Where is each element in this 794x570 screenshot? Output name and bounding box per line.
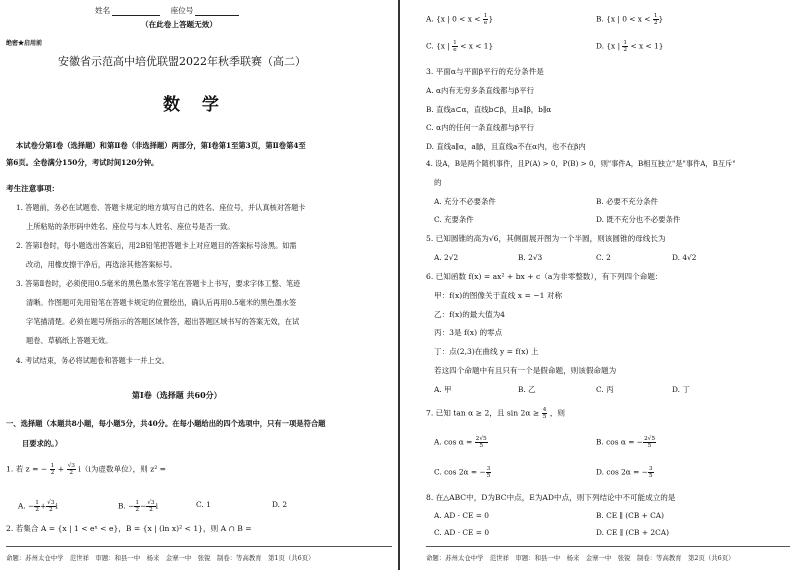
q4-option-d: D. 既不充分也不必要条件 <box>596 215 681 224</box>
confidential-mark: 绝密★启用前 <box>6 40 43 47</box>
q1-option-d: D. 2 <box>272 500 288 509</box>
left-footer: 命题：苏州太仓中学 范世祥 审题：和县一中 杨来 金寨一中 张锐 制卷：等高教育 第1页（共6页） <box>6 554 315 562</box>
q4-option-a: A. 充分不必要条件 <box>434 197 496 206</box>
q8-option-c: C. AD · CE = 0 <box>434 528 490 537</box>
q7-frac: $\frac{4}{5}$ <box>542 407 547 420</box>
q5-option-b: B. 2√3 <box>518 253 543 262</box>
q7-option-a-label: A. cos α = <box>434 437 473 447</box>
q8-option-d: D. CE ∥ (CB + 2CA) <box>596 528 669 537</box>
note-line: 2. 答第Ⅰ卷时，每小题选出答案后，用2B铅笔把答题卡上对应题目的答案标号涂黑。如需 <box>16 241 297 250</box>
q6-option-c: C. 丙 <box>596 385 614 394</box>
left-page <box>0 0 394 570</box>
q4-option-b: B. 必要不充分条件 <box>596 197 658 206</box>
q7-stem-b: ，则 <box>549 408 565 418</box>
q7-option-a: A. cos α = $\frac{2√5}{5}$ <box>434 436 487 449</box>
question-8-stem: 8. 在△ABC中，D为BC中点，E为AD中点，则下列结论中不可能成立的是 <box>426 493 676 502</box>
q6-line-ding: 丁：点(2,3)在曲线 y = f(x) 上 <box>434 347 539 356</box>
q6-option-b: B. 乙 <box>518 385 536 394</box>
q7-option-d-label: D. cos 2α = − <box>596 467 648 477</box>
notes-title: 考生注意事项： <box>6 184 60 193</box>
footer-rule <box>426 546 790 547</box>
section1-line-1: 一、选择题（本题共8小题，每小题5分，共40分。在每小题给出的四个选项中，只有一项是符合题 <box>6 419 326 428</box>
q8-option-a: A. AD · CE = 0 <box>434 511 489 520</box>
intro-line-2: 第6页。全卷满分150分，考试时间120分钟。 <box>6 158 159 167</box>
note-line: 上所粘贴的条形码中姓名、座位号与本人姓名、座位号是否一致。 <box>26 222 235 231</box>
q3-option-d: D. 直线a∥α，a∥β，且直线a不在α内，也不在β内 <box>426 142 586 151</box>
question-7-stem <box>426 407 565 420</box>
question-1-stem: 1. 若 z = − $\frac{1}{2}$ + $\frac{√3}{2}$ i（i为虚数单位），则 z² = <box>6 463 167 476</box>
q1-frac-sqrt3: $\frac{√3}{2}$ <box>67 463 75 476</box>
name-label: 姓名 <box>95 6 111 15</box>
right-footer: 命题：苏州太仓中学 范世祥 审题：和县一中 杨来 金寨一中 张锐 制卷：等高教育 第2页（共6页） <box>426 554 735 562</box>
q6-line-ask: 若这四个命题中有且只有一个是假命题，则该假命题为 <box>434 366 617 375</box>
q1-stem-a: 1. 若 z = − <box>6 464 48 474</box>
subject-title: 数 学 <box>163 95 227 115</box>
question-6-stem: 6. 已知函数 f(x) = ax² + bx + c（a为非零整数），有下列四个命题： <box>426 272 663 281</box>
note-line: 3. 答第Ⅱ卷时，必须使用0.5毫米的黑色墨水签字笔在答题卡上书写，要求字体工整、笔迹 <box>16 279 301 288</box>
question-2-stem: 2. 若集合 A = {x | 1 < eˣ < e}，B = {x | (ln x)² < 1}，则 A ∩ B = <box>6 524 252 533</box>
part1-title: 第Ⅰ卷（选择题 共60分） <box>132 390 222 400</box>
question-4-stem-2: 的 <box>434 178 442 187</box>
q6-line-bing: 丙：3是 f(x) 的零点 <box>434 328 503 337</box>
note-line: 改动，用橡皮擦干净后，再选涂其他答案标号。 <box>26 260 177 269</box>
exam-title: 安徽省示范高中培优联盟2022年秋季联赛（高二） <box>58 55 306 68</box>
question-5-stem: 5. 已知圆锥的高为√6，其侧面展开图为一个半圆，则该圆锥的母线长为 <box>426 234 666 243</box>
q7-option-b-label: B. cos α = − <box>596 437 643 447</box>
q3-option-c: C. α内的任何一条直线都与β平行 <box>426 123 535 132</box>
name-blank <box>112 7 160 16</box>
note-line: 字笔描清楚。必须在题号所指示的答题区域作答，超出答题区域书写的答案无效，在试 <box>26 317 300 326</box>
q1-option-a: A. − $\frac{1}{2}$ + $\frac{√3}{2}$ i <box>18 500 58 513</box>
question-3-stem: 3. 平面α与平面β平行的充分条件是 <box>426 67 544 76</box>
q2-option-a: A. {x | 0 < x < $\frac{1}{e}$ } <box>426 13 494 26</box>
q5-option-c: C. 2 <box>596 253 611 262</box>
note-line: 4. 考试结束，务必将试题卷和答题卡一并上交。 <box>16 356 169 365</box>
q7-option-b: B. cos α = − $\frac{2√5}{5}$ <box>596 436 656 449</box>
q1-stem-b: i（i为虚数单位），则 z² = <box>78 464 167 474</box>
q7-stem-a: 7. 已知 tan α ≥ 2，且 sin 2α ≥ <box>426 408 540 418</box>
q1-option-b-label: B. − <box>118 501 135 511</box>
q1-option-c: C. 1 <box>196 500 211 509</box>
q6-line-yi: 乙：f(x)的最大值为4 <box>434 310 506 319</box>
q6-option-a: A. 甲 <box>434 385 452 394</box>
note-line: 题卷、草稿纸上答题无效。 <box>26 336 113 345</box>
seat-label: 座位号 <box>170 6 194 15</box>
q4-option-c: C. 充要条件 <box>434 215 474 224</box>
q5-option-a: A. 2√2 <box>434 253 459 262</box>
seat-blank <box>195 7 239 16</box>
invalid-note: （在此卷上答题无效） <box>141 20 217 29</box>
question-4-stem: 4. 设A，B是两个随机事件，且P(A) > 0，P(B) > 0，则"事件A，B相互独立"是"事件A，B互斥" <box>426 159 736 168</box>
intro-line-1: 本试卷分第Ⅰ卷（选择题）和第Ⅱ卷（非选择题）两部分，第Ⅰ卷第1至第3页，第Ⅱ卷第4至 <box>16 141 306 150</box>
q6-option-d: D. 丁 <box>672 385 690 394</box>
q3-option-b: B. 直线a⊂α，直线b⊂β，且a∥β，b∥α <box>426 105 552 114</box>
q1-option-a-label: A. − <box>18 501 35 511</box>
q5-option-d: D. 4√2 <box>672 253 697 262</box>
q3-option-a: A. α内有无穷多条直线都与β平行 <box>426 86 534 95</box>
q7-option-d: D. cos 2α = − $\frac{3}{5}$ <box>596 466 653 479</box>
name-field <box>95 6 241 16</box>
q2-option-d: D. {x | $\frac{1}{2}$ < x < 1} <box>596 40 664 53</box>
q1-frac-half: $\frac{1}{2}$ <box>50 463 55 476</box>
note-line: 1. 答题前，务必在试题卷、答题卡规定的地方填写自己的姓名、座位号，并认真核对答题卡 <box>16 203 306 212</box>
section1-line-2: 目要求的。） <box>22 439 63 448</box>
q7-option-c: C. cos 2α = − $\frac{3}{5}$ <box>434 466 491 479</box>
note-line: 清晰。作图题可先用铅笔在答题卡规定的位置绘出，确认后再用0.5毫米的黑色墨水签 <box>26 298 297 307</box>
right-page <box>400 0 794 570</box>
q2-option-c: C. {x | $\frac{1}{e}$ < x < 1} <box>426 40 494 53</box>
q6-line-jia: 甲：f(x)的图像关于直线 x = −1 对称 <box>434 291 563 300</box>
q7-option-c-label: C. cos 2α = − <box>434 467 486 477</box>
q8-option-b: B. CE ∥ (CB + CA) <box>596 511 665 520</box>
footer-rule <box>6 546 392 547</box>
q1-option-b: B. − $\frac{1}{2}$ − $\frac{√3}{2}$ i <box>118 500 158 513</box>
q2-option-b: B. {x | 0 < x < $\frac{1}{2}$ } <box>596 13 664 26</box>
